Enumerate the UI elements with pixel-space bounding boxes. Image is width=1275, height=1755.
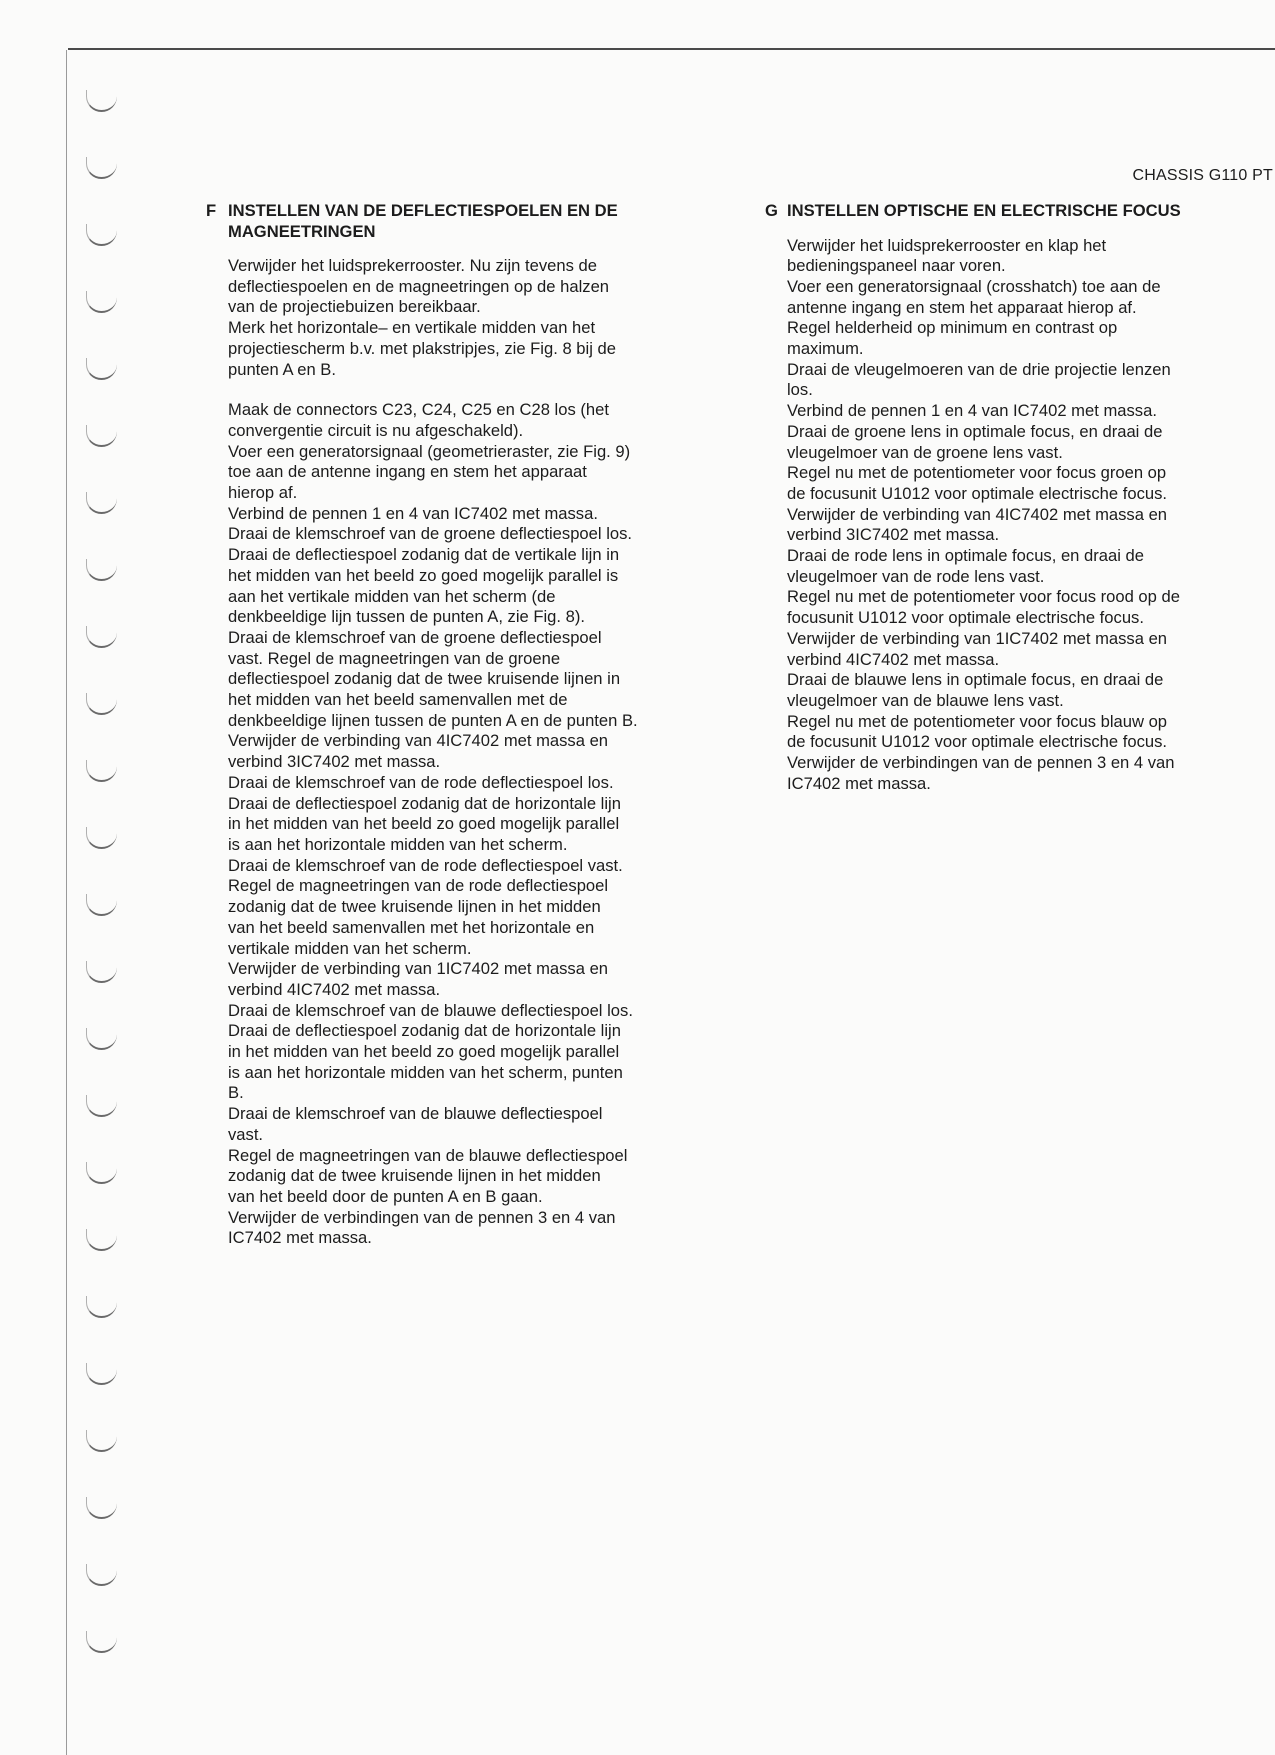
text-line: convergentie circuit is nu afgeschakeld). [228,420,524,440]
punch-hole [86,760,117,782]
text-line: Draai de deflectiespoel zodanig dat de horizontale lijn [228,1021,621,1041]
text-line: het midden van het beeld samenvallen met de [228,690,568,710]
text-line: hierop af. [228,483,298,503]
text-line: Verbind de pennen 1 en 4 van IC7402 met massa. [787,401,1157,421]
punch-hole [86,961,117,983]
text-line: Draai de rode lens in optimale focus, en draai de [787,546,1144,566]
punch-hole [86,1564,117,1586]
text-line: is aan het horizontale midden van het scherm. [228,834,568,854]
text-line: Regel de magneetringen van de rode deflectiespoel [228,876,609,896]
text-line: vleugelmoer van de groene lens vast. [787,442,1063,462]
text-line: Voer een generatorsignaal (geometrieraster, zie Fig. 9) [228,441,631,461]
text-line: denkbeeldige lijnen tussen de punten A en de punten B. [228,710,638,730]
punch-hole [86,1497,117,1519]
punch-hole [86,559,117,581]
text-line: de focusunit U1012 voor optimale electrische focus. [787,483,1168,503]
punch-hole [86,90,117,112]
text-line: van het beeld door de punten A en B gaan. [228,1186,543,1206]
punch-hole [86,1631,117,1653]
punch-hole [86,1229,117,1251]
text-line: Verwijder de verbindingen van de pennen 3 en 4 van [787,753,1175,773]
text-line: punten A en B. [228,359,336,379]
title-line: MAGNEETRINGEN [228,221,376,241]
text-line: in het midden van het beeld zo goed mogelijk parallel [228,814,620,834]
text-line: Draai de klemschroef van de rode deflectiespoel los. [228,772,614,792]
text-line: verbind 3IC7402 met massa. [228,752,441,772]
text-line: vast. [228,1124,264,1144]
text-line: Regel nu met de potentiometer voor focus groen op [787,463,1167,483]
text-line: Draai de klemschroef van de groene deflectiespoel los. [228,524,633,544]
text-line: Regel nu met de potentiometer voor focus blauw op [787,711,1168,731]
text-line: B. [228,1083,244,1103]
text-line: IC7402 met massa. [228,1228,372,1248]
text-line: aan het vertikale midden van het scherm (de [228,586,556,606]
text-line: maximum. [787,339,864,359]
punch-hole [86,358,117,380]
punch-hole [86,693,117,715]
text-line: verbind 4IC7402 met massa. [787,649,1000,669]
title-line: INSTELLEN OPTISCHE EN ELECTRISCHE FOCUS [787,201,1181,220]
punch-hole [86,1095,117,1117]
text-line: Draai de vleugelmoeren van de drie projectie lenzen [787,359,1171,379]
text-line: vast. Regel de magneetringen van de groene [228,648,561,668]
text-line: Merk het horizontale– en vertikale midden van het [228,318,596,338]
text-line: van het beeld samenvallen met het horizontale en [228,917,595,937]
text-line: Verwijder de verbinding van 1IC7402 met massa en [228,959,609,979]
text-line: Draai de klemschroef van de groene deflectiespoel [228,627,602,647]
punch-hole [86,1430,117,1452]
text-line: verbind 3IC7402 met massa. [787,525,1000,545]
text-line: de focusunit U1012 voor optimale electrische focus. [787,732,1168,752]
section-g-heading [787,201,1181,222]
text-line: zodanig dat de twee kruisende lijnen in het midden [228,897,601,917]
section-f-letter: F [206,201,217,220]
text-line: verbind 4IC7402 met massa. [228,979,441,999]
punch-hole [86,291,117,313]
punch-hole [86,492,117,514]
text-line: Verwijder de verbindingen van de pennen 3 en 4 van [228,1207,616,1227]
text-line: Verwijder de verbinding van 1IC7402 met massa en [787,628,1168,648]
punch-hole [86,626,117,648]
punch-hole [86,894,117,916]
text-line: Verwijder het luidsprekerrooster. Nu zijn tevens de [228,256,597,275]
text-line: IC7402 met massa. [787,773,931,793]
text-line: vleugelmoer van de blauwe lens vast. [787,690,1064,710]
text-line: Draai de deflectiespoel zodanig dat de horizontale lijn [228,793,621,813]
text-line: deflectiespoelen en de magneetringen op de halzen [228,276,610,296]
text-line: Voer een generatorsignaal (crosshatch) toe aan de [787,276,1161,296]
punch-hole [86,1296,117,1318]
punch-hole [86,827,117,849]
text-line: vleugelmoer van de rode lens vast. [787,566,1045,586]
text-line: bedieningspaneel naar voren. [787,256,1006,276]
text-line: Draai de klemschroef van de rode deflectiespoel vast. [228,855,623,875]
punch-hole [86,1363,117,1385]
punch-holes [86,90,126,1710]
section-f-body [228,256,728,1249]
section-g-letter: G [765,201,778,220]
punch-hole [86,425,117,447]
chassis-header: CHASSIS G110 PT [1132,167,1273,184]
text-line: Draai de klemschroef van de blauwe deflectiespoel los. [228,1000,633,1020]
text-line: is aan het horizontale midden van het scherm, punten [228,1062,623,1082]
text-line: focusunit U1012 voor optimale electrische focus. [787,608,1144,628]
section-f-heading [228,201,618,242]
text-line: het midden van het beeld zo goed mogelijk parallel is [228,565,619,585]
text-line: Draai de klemschroef van de blauwe deflectiespoel [228,1104,603,1124]
text-line: projectiescherm b.v. met plakstripjes, zie Fig. 8 bij de [228,338,616,358]
section-g [765,201,1275,794]
text-line: deflectiespoel zodanig dat de twee kruisende lijnen in [228,669,621,689]
top-rule [68,48,1275,50]
text-line: in het midden van het beeld zo goed mogelijk parallel [228,1042,620,1062]
binding-edge [66,50,67,1755]
section-f [206,201,728,1249]
text-line: Maak de connectors C23, C24, C25 en C28 los (het [228,400,609,420]
text-line: Regel helderheid op minimum en contrast op [787,318,1118,338]
section-f-title [206,201,728,242]
text-line: Draai de deflectiespoel zodanig dat de vertikale lijn in [228,545,620,565]
text-line: denkbeeldige lijn tussen de punten A, zie Fig. 8). [228,607,586,627]
punch-hole [86,1028,117,1050]
title-line: INSTELLEN VAN DE DEFLECTIESPOELEN EN DE [228,201,618,220]
punch-hole [86,157,117,179]
text-line: Verwijder het luidsprekerrooster en klap het [787,235,1107,255]
text-line: Draai de groene lens in optimale focus, en draai de [787,421,1163,441]
paragraph [228,400,728,1249]
text-line: zodanig dat de twee kruisende lijnen in het midden [228,1166,601,1186]
text-line: Draai de blauwe lens in optimale focus, en draai de [787,670,1164,690]
paragraph [787,236,1275,795]
text-line: Regel de magneetringen van de blauwe deflectiespoel [228,1145,628,1165]
text-line: Verwijder de verbinding van 4IC7402 met massa en [787,504,1168,524]
text-line: Regel nu met de potentiometer voor focus rood op de [787,587,1180,607]
punch-hole [86,224,117,246]
text-line: los. [787,380,813,400]
text-line: antenne ingang en stem het apparaat hierop af. [787,297,1137,317]
text-line: toe aan de antenne ingang en stem het apparaat [228,462,587,482]
punch-hole [86,1162,117,1184]
paragraph [228,256,728,380]
section-g-title [765,201,1275,222]
text-line: van de projectiebuizen bereikbaar. [228,297,481,317]
text-line: vertikale midden van het scherm. [228,938,472,958]
section-g-body [787,236,1275,795]
text-line: Verwijder de verbinding van 4IC7402 met massa en [228,731,609,751]
text-line: Verbind de pennen 1 en 4 van IC7402 met massa. [228,503,598,523]
